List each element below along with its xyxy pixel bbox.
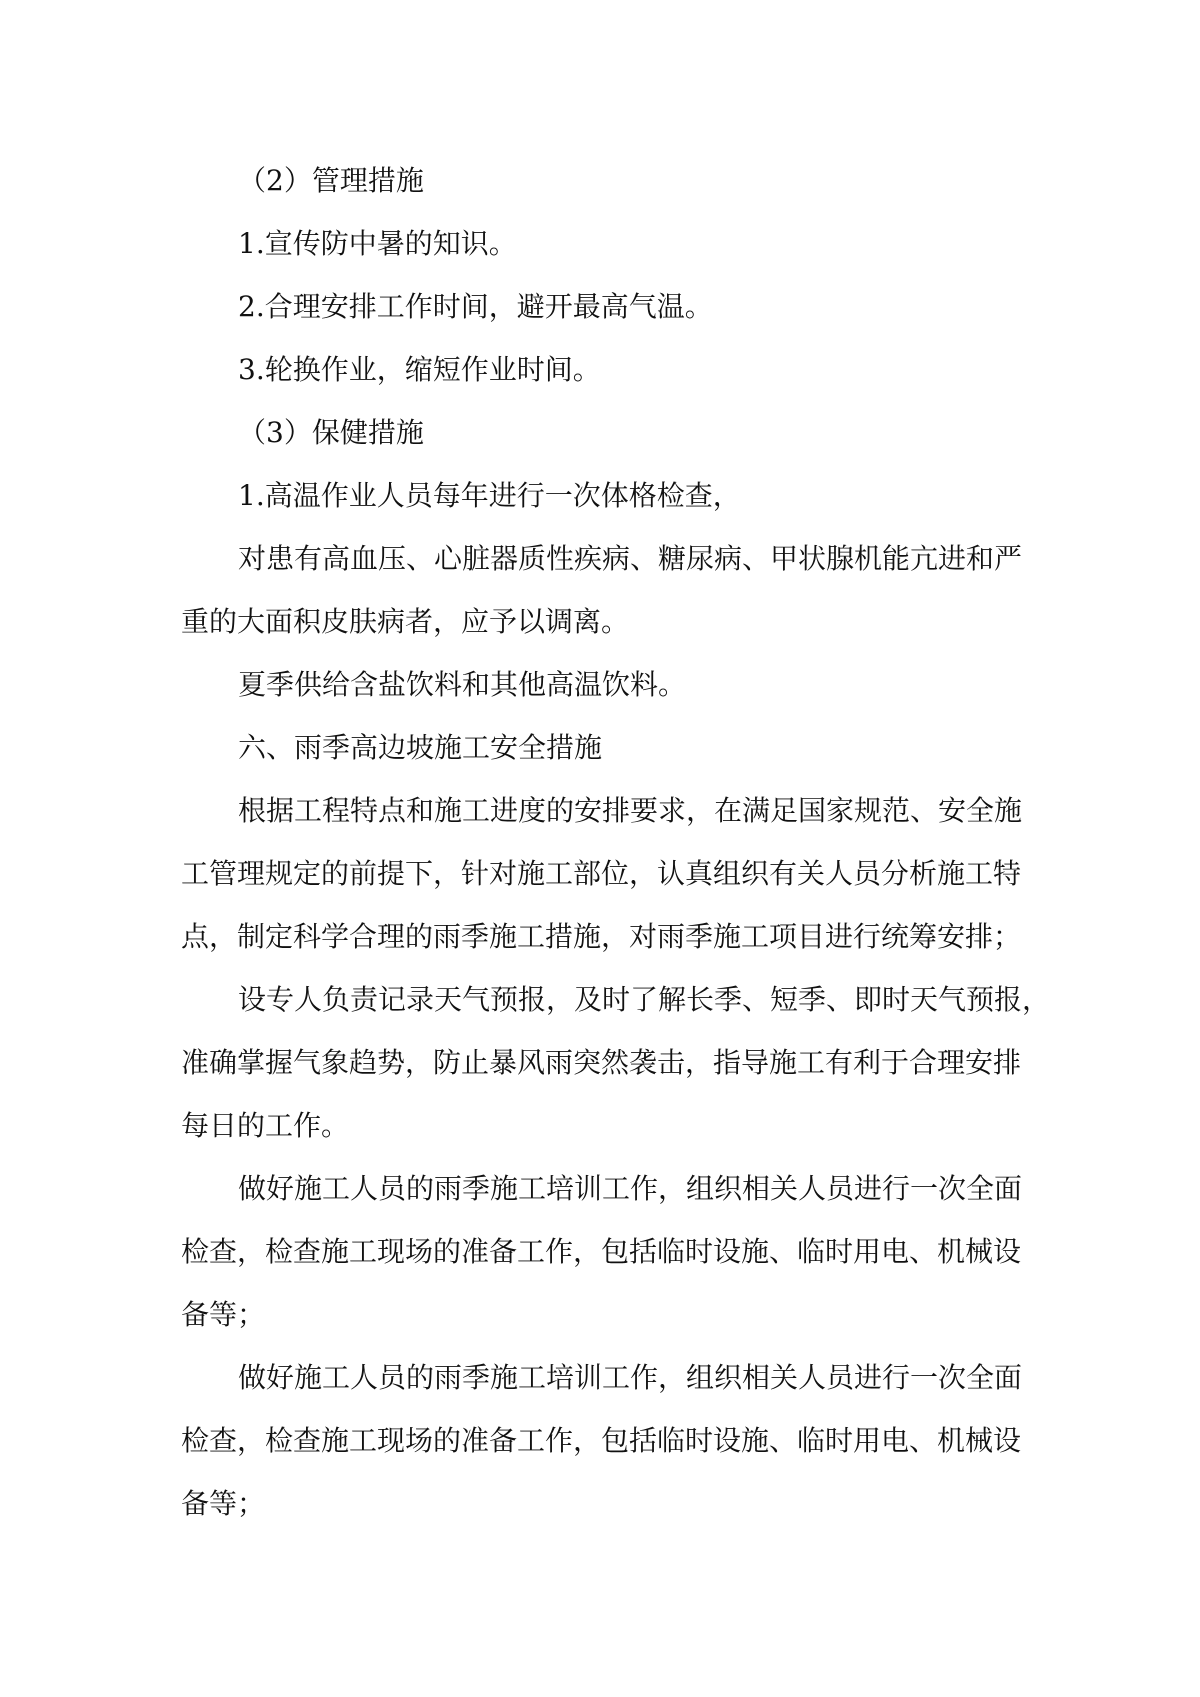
paragraph-line: 重的大面积皮肤病者，应予以调离。 (181, 605, 630, 638)
paragraph-line: 对患有高血压、心脏器质性疾病、糖尿病、甲状腺机能亢进和严 (238, 542, 1023, 575)
list-item: 2.合理安排工作时间，避开最高气温。 (238, 290, 713, 323)
paragraph-line: 点，制定科学合理的雨季施工措施，对雨季施工项目进行统筹安排； (181, 920, 1022, 953)
list-item: 1.高温作业人员每年进行一次体格检查， (238, 479, 741, 512)
paragraph-line: 工管理规定的前提下，针对施工部位，认真组织有关人员分析施工特 (181, 857, 1022, 890)
paragraph-line: 设专人负责记录天气预报，及时了解长季、短季、即时天气预报， (238, 983, 1051, 1016)
paragraph-line: 夏季供给含盐饮料和其他高温饮料。 (238, 668, 687, 701)
paragraph-line: 每日的工作。 (181, 1109, 350, 1142)
list-item: 1.宣传防中暑的知识。 (238, 227, 517, 260)
section-heading-health: （3）保健措施 (238, 416, 424, 449)
paragraph-line: 做好施工人员的雨季施工培训工作，组织相关人员进行一次全面 (238, 1361, 1023, 1394)
paragraph-line: 检查，检查施工现场的准备工作，包括临时设施、临时用电、机械设 (181, 1235, 1022, 1268)
paragraph-line: 准确掌握气象趋势，防止暴风雨突然袭击，指导施工有利于合理安排 (181, 1046, 1022, 1079)
document-body (181, 149, 1051, 1535)
paragraph-line: 根据工程特点和施工进度的安排要求，在满足国家规范、安全施 (238, 794, 1023, 827)
section-heading-management: （2）管理措施 (238, 164, 424, 197)
paragraph-line: 备等； (181, 1298, 266, 1331)
paragraph-line: 备等； (181, 1487, 266, 1520)
paragraph-line: 检查，检查施工现场的准备工作，包括临时设施、临时用电、机械设 (181, 1424, 1022, 1457)
paragraph-line: 做好施工人员的雨季施工培训工作，组织相关人员进行一次全面 (238, 1172, 1023, 1205)
list-item: 3.轮换作业，缩短作业时间。 (238, 353, 601, 386)
section-heading-rainy-season: 六、雨季高边坡施工安全措施 (238, 731, 603, 764)
